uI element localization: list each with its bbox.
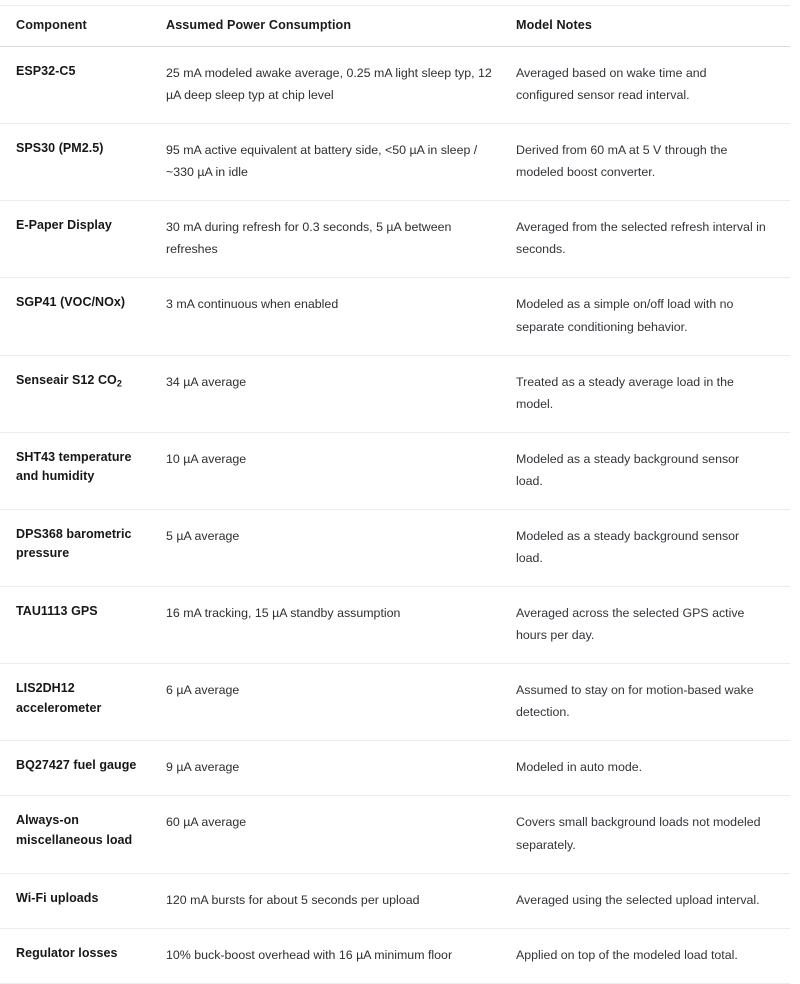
cell-model-notes: Modeled as a steady background sensor load. — [516, 509, 790, 586]
cell-model-notes: Averaged based on wake time and configured sensor read interval. — [516, 47, 790, 124]
cell-assumed-power-consumption: 10 µA average — [166, 432, 516, 509]
table-row — [0, 355, 790, 432]
column-header-assumed-power-consumption: Assumed Power Consumption — [166, 6, 516, 47]
table-header-row — [0, 6, 790, 47]
cell-assumed-power-consumption: 10% buck-boost overhead with 16 µA minimum floor — [166, 928, 516, 983]
table-row — [0, 432, 790, 509]
cell-assumed-power-consumption: 5 µA average — [166, 509, 516, 586]
column-header-component: Component — [0, 6, 166, 47]
power-budget-table — [0, 5, 790, 984]
table-row — [0, 741, 790, 796]
cell-assumed-power-consumption: 30 mA during refresh for 0.3 seconds, 5 µA between refreshes — [166, 201, 516, 278]
cell-model-notes: Treated as a steady average load in the model. — [516, 355, 790, 432]
cell-component: TAU1113 GPS — [0, 587, 166, 664]
cell-assumed-power-consumption: 34 µA average — [166, 355, 516, 432]
table-row — [0, 873, 790, 928]
cell-model-notes: Modeled in auto mode. — [516, 741, 790, 796]
table-row — [0, 47, 790, 124]
cell-assumed-power-consumption: 95 mA active equivalent at battery side, <50 µA in sleep / ~330 µA in idle — [166, 124, 516, 201]
table-row — [0, 124, 790, 201]
cell-model-notes: Modeled as a simple on/off load with no separate conditioning behavior. — [516, 278, 790, 355]
cell-model-notes: Covers small background loads not modeled separately. — [516, 796, 790, 873]
cell-component: SGP41 (VOC/NOx) — [0, 278, 166, 355]
cell-assumed-power-consumption: 120 mA bursts for about 5 seconds per upload — [166, 873, 516, 928]
cell-model-notes: Modeled as a steady background sensor load. — [516, 432, 790, 509]
cell-component: ESP32-C5 — [0, 47, 166, 124]
cell-assumed-power-consumption: 60 µA average — [166, 796, 516, 873]
cell-assumed-power-consumption: 9 µA average — [166, 741, 516, 796]
cell-assumed-power-consumption: 3 mA continuous when enabled — [166, 278, 516, 355]
table-body — [0, 47, 790, 984]
cell-model-notes: Assumed to stay on for motion-based wake detection. — [516, 664, 790, 741]
cell-component: DPS368 barometric pressure — [0, 509, 166, 586]
table-row — [0, 509, 790, 586]
cell-component: Regulator losses — [0, 928, 166, 983]
cell-model-notes: Averaged from the selected refresh interval in seconds. — [516, 201, 790, 278]
cell-component: SHT43 temperature and humidity — [0, 432, 166, 509]
table-row — [0, 796, 790, 873]
cell-assumed-power-consumption: 16 mA tracking, 15 µA standby assumption — [166, 587, 516, 664]
cell-assumed-power-consumption: 6 µA average — [166, 664, 516, 741]
cell-model-notes: Averaged using the selected upload interval. — [516, 873, 790, 928]
table-header — [0, 6, 790, 47]
table-row — [0, 664, 790, 741]
cell-assumed-power-consumption: 25 mA modeled awake average, 0.25 mA light sleep typ, 12 µA deep sleep typ at chip level — [166, 47, 516, 124]
cell-component: LIS2DH12 accelerometer — [0, 664, 166, 741]
table-row — [0, 928, 790, 983]
cell-component: BQ27427 fuel gauge — [0, 741, 166, 796]
table-row — [0, 201, 790, 278]
power-budget-table-container — [0, 5, 800, 984]
cell-component: Senseair S12 $CO_2$ — [0, 355, 166, 432]
table-row — [0, 587, 790, 664]
cell-model-notes: Derived from 60 mA at 5 V through the modeled boost converter. — [516, 124, 790, 201]
cell-component: Wi-Fi uploads — [0, 873, 166, 928]
cell-model-notes: Applied on top of the modeled load total. — [516, 928, 790, 983]
table-row — [0, 278, 790, 355]
cell-model-notes: Averaged across the selected GPS active hours per day. — [516, 587, 790, 664]
cell-component: E-Paper Display — [0, 201, 166, 278]
cell-component: Always-on miscellaneous load — [0, 796, 166, 873]
column-header-model-notes: Model Notes — [516, 6, 790, 47]
cell-component: SPS30 (PM2.5) — [0, 124, 166, 201]
